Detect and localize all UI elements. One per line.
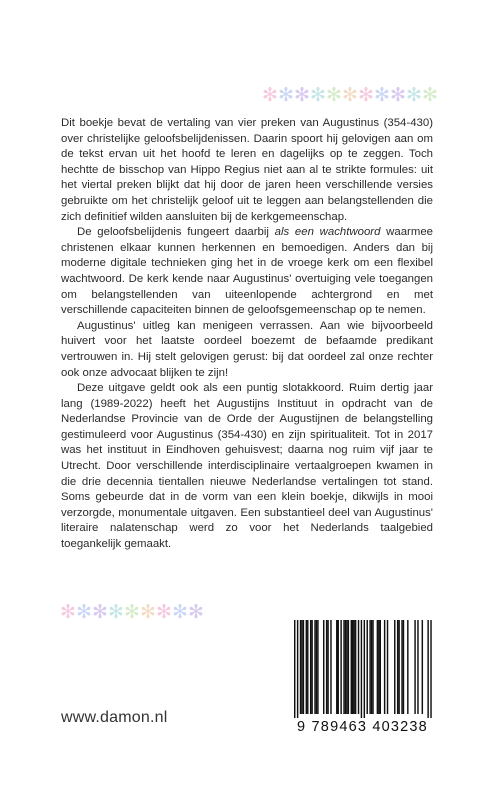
flower-star-icon: ✻ [188,601,204,623]
barcode-bar [387,620,388,714]
flower-star-icon: ✻ [60,601,76,623]
decorative-stars-bottom [60,603,203,622]
barcode-bar [367,620,368,714]
barcode-bar [306,620,307,714]
barcode-bar [345,620,346,714]
barcode-bars [285,620,440,718]
barcode-bar [372,620,373,714]
barcode-bar [351,620,352,714]
barcode-bar [377,620,378,714]
barcode-bar [338,620,339,714]
publisher-website[interactable]: www.damon.nl [61,709,168,726]
barcode-bar [297,620,298,718]
barcode-bar [430,620,431,718]
flower-star-icon: ✻ [310,84,326,106]
barcode-bar [358,620,359,714]
paragraph-2-end: waarmee christenen elkaar kunnen herkennen en bemoedigen. Anders dan bij moderne digitale technieken ging het in de vroege kerk om een flexibel wachtwoord. De kerk kende naar Augustinus' overtuiging vele toegangen om belangstellenden van uiteenlopende achtergrond en met verschillende capaciteiten binnen de geloofsgemeenschap op te nemen. [61,226,433,317]
flower-star-icon: ✻ [108,601,124,623]
barcode-bar [378,620,379,714]
flower-star-icon: ✻ [92,601,108,623]
barcode-bar [317,620,318,714]
barcode-bar [397,620,398,714]
barcode-bar [348,620,349,714]
barcode-bar [316,620,317,714]
paragraph-3: Augustinus' uitleg kan menigeen verrassen. Aan wie bijvoorbeeld huivert voor het laatste oordeel boezemt de befaamde predikant vertrouwen in. Hij stelt gelovigen gerust: bij dat oordeel zal onze rechter ook onze advocaat blijken te zijn! [61,319,433,379]
barcode-bar [310,620,311,714]
barcode-bar [380,620,381,714]
flower-star-icon: ✻ [342,84,358,106]
barcode-bar [323,620,324,714]
flower-star-icon: ✻ [140,601,156,623]
flower-star-icon: ✻ [156,601,172,623]
flower-star-icon: ✻ [406,84,422,106]
barcode-bar [330,620,331,714]
flower-star-icon: ✻ [358,84,374,106]
decorative-stars-top [262,86,437,105]
paragraph-2 [61,225,433,319]
barcode-bar [314,620,315,714]
barcode-bar [326,620,327,714]
barcode-bar [403,620,404,714]
paragraph-2-start: De geloofsbelijdenis fungeert daarbij [77,226,275,239]
paragraph-2-emphasis: als een wachtwoord [274,226,381,239]
barcode-bar [417,620,418,714]
barcode-bar [414,620,415,714]
flower-star-icon: ✻ [124,601,140,623]
barcode-bar [384,620,385,714]
flower-star-icon: ✻ [374,84,390,106]
paragraph-1: Dit boekje bevat de vertaling van vier preken van Augustinus (354-430) over christelijke geloofsbelijdenissen. Daarin spoort hij gelovigen aan om de tekst ervan uit het hoofd te leren en dagelijks op te zeggen. Toch hechtte de bisschop van Hippo Regius niet aan al te strikte formules: uit het viertal preken blijkt dat hij door de jaren heen verschillende versies gebruikte om het christelijk geloof uit te leggen aan belangstellenden die zich definitief wilden aansluiten bij de kerkgemeenschap. [61,117,433,223]
flower-star-icon: ✻ [76,601,92,623]
barcode-bar [336,620,337,714]
barcode-bar [398,620,399,714]
barcode-bar [343,620,344,714]
barcode-bar [352,620,353,714]
barcode-bar [355,620,356,714]
flower-star-icon: ✻ [294,84,310,106]
barcode-bar [340,620,341,714]
flower-star-icon: ✻ [422,84,438,106]
flower-star-icon: ✻ [172,601,188,623]
back-cover-text [61,116,433,553]
barcode-bar [353,620,354,714]
barcode-bar [303,620,304,714]
isbn-barcode [285,620,440,742]
barcode-bar [427,620,428,718]
barcode-bar [369,620,370,714]
barcode-bar [361,620,362,718]
barcode-bar [300,620,301,714]
flower-star-icon: ✻ [326,84,342,106]
barcode-bar [294,620,295,718]
barcode-bar [371,620,372,714]
barcode-bar [394,620,395,714]
flower-star-icon: ✻ [390,84,406,106]
paragraph-4: Deze uitgave geldt ook als een puntig slotakkoord. Ruim dertig jaar lang (1989-2022) heeft het Augustijns Instituut in opdracht van de Nederlandse Provincie van de Orde der Augustijnen de belangstelling gestimuleerd voor Augustinus (354-430) en zijn spiritualiteit. Tot in 2017 was het instituut in Eindhoven gehuisvest; daarna nog ruim vijf jaar te Utrecht. Door verschillende interdisciplinaire vertaalgroepen kwamen in die drie decennia tientallen nieuwe Nederlandse vertalingen tot stand. Soms gebeurde dat in de vorm van een klein boekje, dikwijls in mooi verzorgde, monumentale uitgaven. Een substantieel deel van Augustinus' literaire nalatenschap werd zo voor het Nederlands taalgebied toegankelijk gemaakt. [61,382,433,551]
flower-star-icon: ✻ [278,84,294,106]
barcode-bar [301,620,302,714]
barcode-bar [422,620,423,714]
barcode-bar [407,620,408,714]
barcode-bar [364,620,365,718]
barcode-bar [307,620,308,714]
barcode-bar [346,620,347,714]
flower-star-icon: ✻ [262,84,278,106]
barcode-bar [401,620,402,714]
isbn-number: 9 789463 403238 [297,719,428,735]
barcode-bar [327,620,328,714]
barcode-bar [311,620,312,714]
